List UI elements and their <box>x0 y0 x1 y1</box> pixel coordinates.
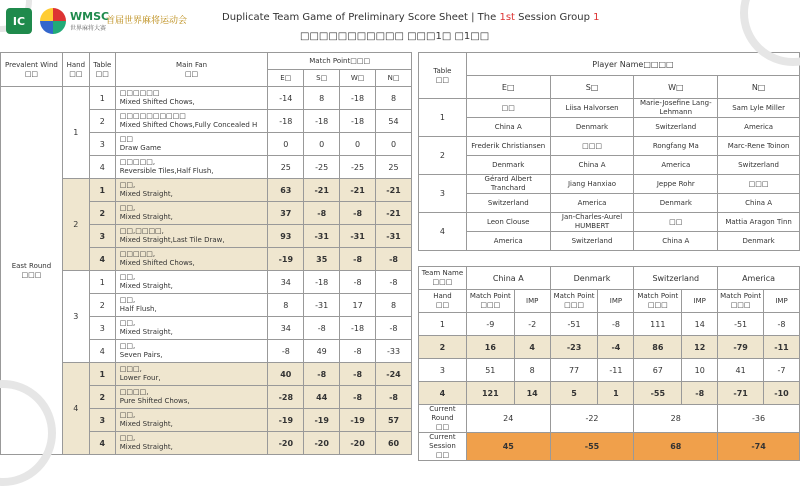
header-s: S□ <box>550 76 634 99</box>
player-name: Marie-Josefine Lang-Lehmann <box>634 99 718 118</box>
header-imp: IMP <box>764 290 800 313</box>
current-session-label: Current Session □□ <box>419 433 467 461</box>
main-fan: □□□□□, Mixed Shifted Chows, <box>115 248 268 271</box>
imp-value: -8 <box>682 382 718 405</box>
match-point-w: -8 <box>340 202 376 225</box>
ic-logo: IC <box>6 8 32 34</box>
table-row <box>419 137 800 156</box>
player-team: China A <box>718 194 800 213</box>
table-number: 3 <box>419 175 467 213</box>
header-hand: Hand □□ <box>62 53 89 87</box>
match-point-n: -8 <box>376 248 412 271</box>
table-row <box>419 194 800 213</box>
match-point-w: -31 <box>340 225 376 248</box>
match-point-s: 35 <box>304 248 340 271</box>
page-header <box>0 0 800 48</box>
match-point-s: 44 <box>304 386 340 409</box>
match-point-e: 34 <box>268 271 304 294</box>
header-imp: IMP <box>514 290 550 313</box>
match-point-w: -8 <box>340 248 376 271</box>
match-point-value: 121 <box>466 382 514 405</box>
header-n: N□ <box>718 76 800 99</box>
table-number: 1 <box>89 363 115 386</box>
match-point-e: -19 <box>268 409 304 432</box>
player-name: Jiang Hanxiao <box>550 175 634 194</box>
imp-value: -4 <box>598 336 634 359</box>
match-point-s: 8 <box>304 87 340 110</box>
prevalent-wind: East Round □□□ <box>1 87 63 455</box>
player-team: Denmark <box>466 156 550 175</box>
match-point-n: -24 <box>376 363 412 386</box>
table-row <box>419 313 800 336</box>
match-point-n: -8 <box>376 386 412 409</box>
sheet-title: Duplicate Team Game of Preliminary Score Sheet | The 1st Session Group 1 <box>222 12 600 23</box>
player-name: □□□ <box>550 137 634 156</box>
header-mp: Match Point □□□ <box>550 290 598 313</box>
match-point-w: -8 <box>340 271 376 294</box>
hand-number: 2 <box>62 179 89 271</box>
imp-value: -8 <box>764 313 800 336</box>
match-point-e: 25 <box>268 156 304 179</box>
current-session-value: -74 <box>718 433 800 461</box>
imp-value: 12 <box>682 336 718 359</box>
match-point-e: -19 <box>268 248 304 271</box>
imp-value: 10 <box>682 359 718 382</box>
match-point-n: -8 <box>376 271 412 294</box>
table-row <box>419 336 800 359</box>
header-wind: Prevalent Wind □□ <box>1 53 63 87</box>
player-name: Marc-Rene Toinon <box>718 137 800 156</box>
match-point-e: 0 <box>268 133 304 156</box>
table-row <box>419 359 800 382</box>
match-point-value: -71 <box>718 382 764 405</box>
header-table: Table □□ <box>419 53 467 99</box>
match-point-n: -21 <box>376 202 412 225</box>
player-name: □□□ <box>718 175 800 194</box>
header-mp: Match Point □□□ <box>634 290 682 313</box>
cn-title: 首届世界麻将运动会 <box>106 16 188 26</box>
match-point-w: -25 <box>340 156 376 179</box>
player-name: □□ <box>634 213 718 232</box>
player-name: □□ <box>466 99 550 118</box>
match-point-w: -18 <box>340 110 376 133</box>
main-fan: □□, Half Flush, <box>115 294 268 317</box>
match-point-s: 0 <box>304 133 340 156</box>
header-e: E□ <box>466 76 550 99</box>
match-point-value: -23 <box>550 336 598 359</box>
player-name: Rongfang Ma <box>634 137 718 156</box>
match-point-value: 77 <box>550 359 598 382</box>
match-point-n: 8 <box>376 87 412 110</box>
current-session-value: 68 <box>634 433 718 461</box>
main-fan: □□, Mixed Straight, <box>115 432 268 455</box>
main-fan: □□ Draw Game <box>115 133 268 156</box>
table-number: 4 <box>419 213 467 251</box>
player-team: Switzerland <box>718 156 800 175</box>
imp-value: -7 <box>764 359 800 382</box>
main-fan: □□□, Lower Four, <box>115 363 268 386</box>
hand-number: 4 <box>419 382 467 405</box>
match-point-value: 86 <box>634 336 682 359</box>
header-s: S□ <box>304 70 340 87</box>
match-point-w: -8 <box>340 363 376 386</box>
main-fan: □□,□□□□, Mixed Straight,Last Tile Draw, <box>115 225 268 248</box>
match-point-value: 111 <box>634 313 682 336</box>
current-session-value: -55 <box>550 433 634 461</box>
current-round-value: -36 <box>718 405 800 433</box>
main-fan: □□, Mixed Straight, <box>115 271 268 294</box>
header-player-name: Player Name□□□□ <box>466 53 799 76</box>
team-name: Switzerland <box>634 267 718 290</box>
imp-value: 14 <box>514 382 550 405</box>
match-point-s: -21 <box>304 179 340 202</box>
match-point-n: -33 <box>376 340 412 363</box>
header-team-name: Team Name □□□ <box>419 267 467 290</box>
match-point-w: -18 <box>340 87 376 110</box>
table-row <box>419 118 800 137</box>
player-team: America <box>466 232 550 251</box>
match-point-value: -51 <box>718 313 764 336</box>
match-point-e: 40 <box>268 363 304 386</box>
table-number: 4 <box>89 432 115 455</box>
table-number: 2 <box>89 110 115 133</box>
match-point-n: -8 <box>376 317 412 340</box>
match-point-e: 63 <box>268 179 304 202</box>
table-row <box>419 213 800 232</box>
player-team: America <box>550 194 634 213</box>
match-point-e: 37 <box>268 202 304 225</box>
sheet-subtitle: □□□□□□□□□□□ □□□1□ □1□□ <box>300 31 490 42</box>
player-name: Frederik Christiansen <box>466 137 550 156</box>
team-name: China A <box>466 267 550 290</box>
match-point-n: 0 <box>376 133 412 156</box>
player-team: China A <box>466 118 550 137</box>
main-fan: □□□□□, Reversible Tiles,Half Flush, <box>115 156 268 179</box>
match-point-w: -8 <box>340 386 376 409</box>
table-row <box>1 271 412 294</box>
match-point-s: -8 <box>304 363 340 386</box>
main-fan: □□□□□□□□□□ Mixed Shifted Chows,Fully Concealed H <box>115 110 268 133</box>
match-point-w: 17 <box>340 294 376 317</box>
match-point-w: -19 <box>340 409 376 432</box>
imp-value: -11 <box>598 359 634 382</box>
imp-value: 14 <box>682 313 718 336</box>
match-point-s: -25 <box>304 156 340 179</box>
player-team: Switzerland <box>466 194 550 213</box>
table-number: 1 <box>89 271 115 294</box>
table-row <box>419 156 800 175</box>
header-w: W□ <box>634 76 718 99</box>
main-fan: □□, Mixed Straight, <box>115 409 268 432</box>
match-point-n: 54 <box>376 110 412 133</box>
match-point-s: -8 <box>304 202 340 225</box>
table-number: 2 <box>89 386 115 409</box>
hand-number: 2 <box>419 336 467 359</box>
brand: WMSC 世界麻将大赛 <box>70 10 110 32</box>
main-fan: □□, Seven Pairs, <box>115 340 268 363</box>
current-round-value: 24 <box>466 405 550 433</box>
header-n: N□ <box>376 70 412 87</box>
hand-number: 3 <box>419 359 467 382</box>
header-mp: Match Point □□□ <box>466 290 514 313</box>
match-point-e: -18 <box>268 110 304 133</box>
imp-value: 8 <box>514 359 550 382</box>
player-name: Jan-Charles-Aurel HUMBERT <box>550 213 634 232</box>
main-fan: □□□□, Pure Shifted Chows, <box>115 386 268 409</box>
header-hand: Hand □□ <box>419 290 467 313</box>
match-point-s: -18 <box>304 271 340 294</box>
match-point-w: -21 <box>340 179 376 202</box>
header-e: E□ <box>268 70 304 87</box>
current-round-value: 28 <box>634 405 718 433</box>
match-point-s: -8 <box>304 317 340 340</box>
match-point-e: 93 <box>268 225 304 248</box>
imp-value: -2 <box>514 313 550 336</box>
hand-number: 1 <box>419 313 467 336</box>
match-point-w: -20 <box>340 432 376 455</box>
player-team: Switzerland <box>634 118 718 137</box>
match-point-s: -31 <box>304 225 340 248</box>
match-point-n: -21 <box>376 179 412 202</box>
current-round-value: -22 <box>550 405 634 433</box>
match-point-e: -28 <box>268 386 304 409</box>
table-row <box>1 87 412 110</box>
player-name: Mattia Aragon Tinn <box>718 213 800 232</box>
match-point-e: -8 <box>268 340 304 363</box>
match-point-value: 67 <box>634 359 682 382</box>
player-name: Gérard Albert Tranchard <box>466 175 550 194</box>
main-fan: □□, Mixed Straight, <box>115 202 268 225</box>
main-fan: □□□□□□ Mixed Shifted Chows, <box>115 87 268 110</box>
header-imp: IMP <box>682 290 718 313</box>
match-point-e: -14 <box>268 87 304 110</box>
current-session-value: 45 <box>466 433 550 461</box>
current-round-label: Current Round □□ <box>419 405 467 433</box>
match-point-s: 49 <box>304 340 340 363</box>
match-point-value: -51 <box>550 313 598 336</box>
header-mp: Match Point □□□ <box>718 290 764 313</box>
player-name: Jeppe Rohr <box>634 175 718 194</box>
hand-number: 4 <box>62 363 89 455</box>
match-point-n: 57 <box>376 409 412 432</box>
match-point-e: 34 <box>268 317 304 340</box>
match-point-s: -20 <box>304 432 340 455</box>
header-match-point: Match Point□□□ <box>268 53 412 70</box>
match-point-value: 41 <box>718 359 764 382</box>
header-w: W□ <box>340 70 376 87</box>
table-row <box>419 99 800 118</box>
table-number: 3 <box>89 133 115 156</box>
table-number: 2 <box>89 202 115 225</box>
team-name: America <box>718 267 800 290</box>
table-number: 4 <box>89 248 115 271</box>
table-row <box>419 382 800 405</box>
table-number: 1 <box>89 179 115 202</box>
match-point-value: -55 <box>634 382 682 405</box>
hand-score-table <box>0 52 412 455</box>
player-table <box>418 52 800 251</box>
match-point-w: 0 <box>340 133 376 156</box>
player-team: America <box>718 118 800 137</box>
match-point-value: 16 <box>466 336 514 359</box>
table-row <box>1 179 412 202</box>
table-number: 3 <box>89 225 115 248</box>
player-name: Leon Clouse <box>466 213 550 232</box>
main-fan: □□, Mixed Straight, <box>115 317 268 340</box>
table-number: 3 <box>89 409 115 432</box>
match-point-w: -18 <box>340 317 376 340</box>
match-point-s: -18 <box>304 110 340 133</box>
match-point-value: 51 <box>466 359 514 382</box>
match-point-e: 8 <box>268 294 304 317</box>
table-number: 1 <box>89 87 115 110</box>
header-table: Table □□ <box>89 53 115 87</box>
player-name: Sam Lyle Miller <box>718 99 800 118</box>
match-point-n: 60 <box>376 432 412 455</box>
player-team: China A <box>550 156 634 175</box>
hand-number: 1 <box>62 87 89 179</box>
header-imp: IMP <box>598 290 634 313</box>
match-point-value: -79 <box>718 336 764 359</box>
player-team: China A <box>634 232 718 251</box>
header-fan: Main Fan □□ <box>115 53 268 87</box>
match-point-w: -8 <box>340 340 376 363</box>
team-name: Denmark <box>550 267 634 290</box>
imp-value: -8 <box>598 313 634 336</box>
table-row <box>419 175 800 194</box>
match-point-value: -9 <box>466 313 514 336</box>
imp-value: -11 <box>764 336 800 359</box>
player-team: America <box>634 156 718 175</box>
imp-value: 4 <box>514 336 550 359</box>
match-point-value: 5 <box>550 382 598 405</box>
player-team: Denmark <box>550 118 634 137</box>
table-row <box>1 363 412 386</box>
table-row <box>419 232 800 251</box>
match-point-s: -19 <box>304 409 340 432</box>
table-number: 3 <box>89 317 115 340</box>
table-number: 1 <box>419 99 467 137</box>
player-team: Denmark <box>718 232 800 251</box>
player-team: Switzerland <box>550 232 634 251</box>
main-fan: □□, Mixed Straight, <box>115 179 268 202</box>
match-point-n: -31 <box>376 225 412 248</box>
imp-value: -10 <box>764 382 800 405</box>
wmsc-logo-icon <box>40 8 66 34</box>
match-point-n: 8 <box>376 294 412 317</box>
table-number: 2 <box>419 137 467 175</box>
team-result-table <box>418 266 800 461</box>
match-point-s: -31 <box>304 294 340 317</box>
player-name: Liisa Halvorsen <box>550 99 634 118</box>
match-point-n: 25 <box>376 156 412 179</box>
imp-value: 1 <box>598 382 634 405</box>
table-number: 4 <box>89 340 115 363</box>
table-number: 2 <box>89 294 115 317</box>
match-point-e: -20 <box>268 432 304 455</box>
table-number: 4 <box>89 156 115 179</box>
hand-number: 3 <box>62 271 89 363</box>
player-team: Denmark <box>634 194 718 213</box>
